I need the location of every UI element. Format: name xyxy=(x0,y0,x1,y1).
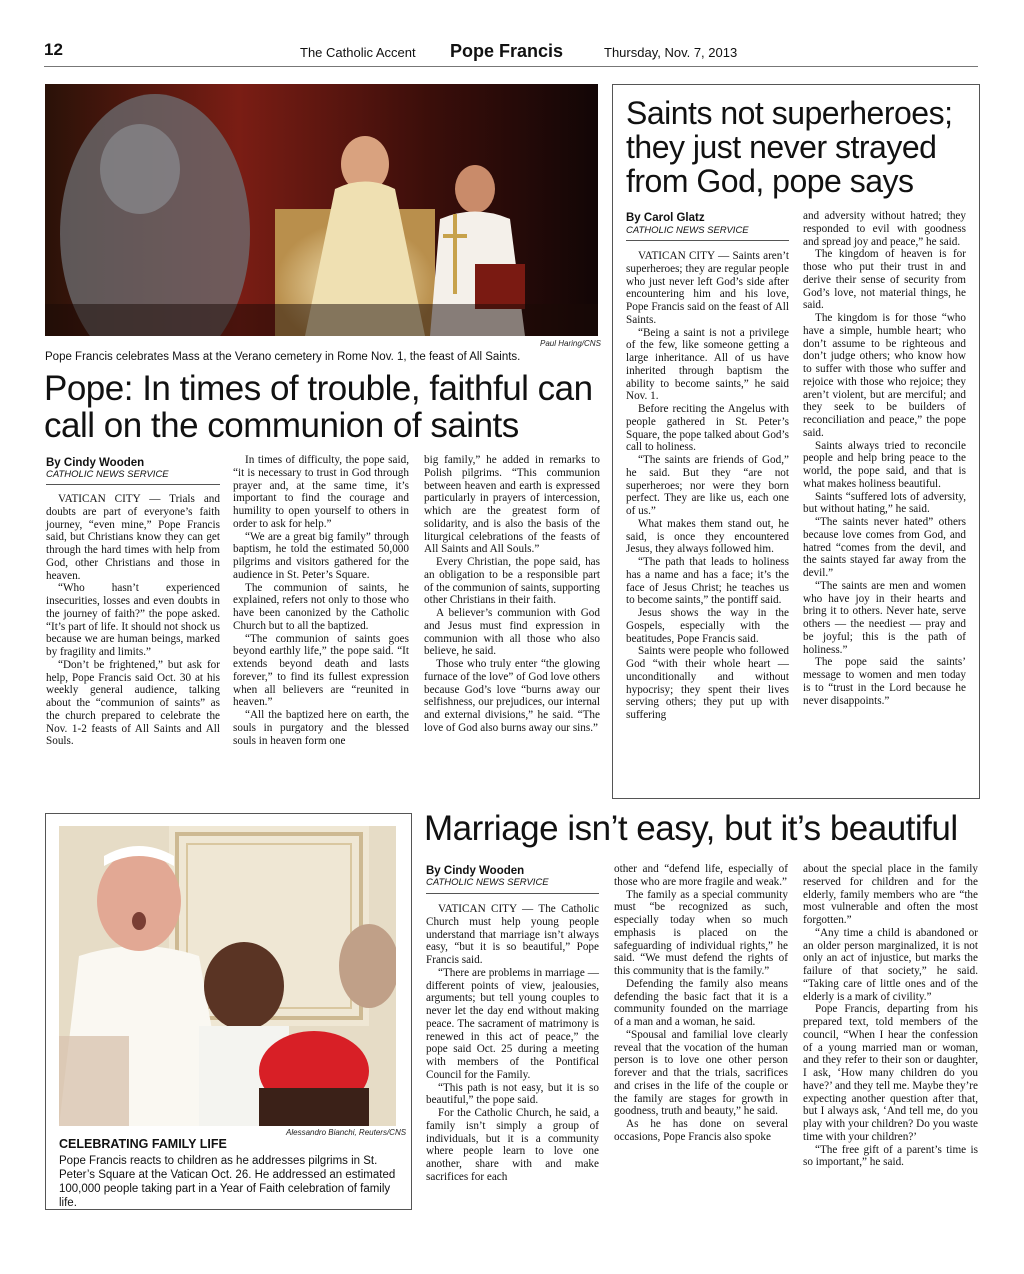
byline: By Carol Glatz xyxy=(626,212,705,224)
article-column xyxy=(424,454,600,735)
paragraph: big family,” he added in remarks to Polish pilgrims. “This communion between heaven and earth is expressed particularly in prayers of intercession, which are the greatest form of solidarity, and is also the basis of the liturgical celebrations of the feasts of All Saints and All Souls.” xyxy=(424,454,600,556)
paragraph: “There are problems in marriage — different points of view, jealousies, arguments; but tell young couples to never let the day end without making peace. The sacrament of matrimony is renewed in this act of peace,” the pope said Oct. 25 during a meeting with members of the Pontifical Council for the Family. xyxy=(426,966,599,1081)
paragraph: “The saints never hated” others because love comes from God, and hatred “comes from the devil, and the saints stayed far away from the devil.” xyxy=(803,516,966,579)
paragraph: about the special place in the family reserved for children and for the elderly, family members who are “the most vulnerable and often the most forgotten.” xyxy=(803,863,978,926)
byline: By Cindy Wooden xyxy=(46,457,145,469)
paragraph: “This path is not easy, but it is so beautiful,” the pope said. xyxy=(426,1081,599,1107)
paragraph: “The free gift of a parent’s time is so important,” he said. xyxy=(803,1143,978,1169)
paragraph: Defending the family also means defending the basic fact that it is a community founded on the marriage of a man and a woman, he said. xyxy=(614,977,788,1028)
paragraph: “The saints are men and women who have joy in their hearts and bring it to others. Never hate, serve others — the neediest — pray and be joyful; this is the path of holiness.” xyxy=(803,579,966,656)
paragraph: Pope Francis, departing from his prepared text, told members of the council, “When I hear the confession of a young married man or woman, and they refer to their son or daughter, I ask, ‘How many children do you have?’ and they tell me. Maybe they’re expecting another question after that, but I always ask, ‘And tell me, do you play with your children? Do you waste time with your children?’ xyxy=(803,1003,978,1143)
page-number: 12 xyxy=(44,40,63,59)
paragraph: The kingdom is for those “who have a simple, humble heart; who don’t assume to be righteous and don’t judge others; who know how to suffer with those who suffer and rejoice with those who rejoice; they aren’t violent, but are merciful; and they seek to be builders of reconciliation and peace,” the pope said. xyxy=(803,312,966,439)
byline-rule xyxy=(426,893,599,894)
photo-credit: Paul Haring/CNS xyxy=(540,339,601,348)
paragraph: “Being a saint is not a privilege of the few, like someone getting a large inheritance. All of us have inherited through baptism the ability to become saints,” he said Nov. 1. xyxy=(626,326,789,403)
issue-date: Thursday, Nov. 7, 2013 xyxy=(604,45,738,60)
paragraph: What makes them stand out, he said, is once they encountered Jesus, they always followed him. xyxy=(626,517,789,556)
paragraph: “Don’t be frightened,” but ask for help, Pope Francis said Oct. 30 at his weekly general audience, talking about the “communion of saints” as the church prepared to celebrate the Nov. 1-2 feasts of All Saints and All Souls. xyxy=(46,658,220,748)
paragraph: The family as a special community must “be recognized as such, especially today when so much emphasis is placed on the safeguarding of individual rights,” he said. “We must defend the rights of this community that is the family.” xyxy=(614,888,788,977)
publication-name: The Catholic Accent xyxy=(300,45,416,60)
photo-caption: Pope Francis celebrates Mass at the Verano cemetery in Rome Nov. 1, the feast of All Saints. xyxy=(45,351,521,363)
article-column xyxy=(803,210,966,707)
paragraph: The kingdom of heaven is for those who put their trust in and derive their sense of security from God’s love, not material things, he said. xyxy=(803,248,966,312)
paragraph: “Spousal and familial love clearly reveal that the vocation of the human person is to love one other person forever and that the trials, sacrifices and crises in the life of the couple or the family are stages for growth in goodness, truth and beauty,” he said. xyxy=(614,1028,788,1118)
paragraph: Saints always tried to reconcile people and help bring peace to the world, the pope said, and that is what makes holiness beautiful. xyxy=(803,439,966,490)
article-column xyxy=(626,250,789,722)
paragraph: “The saints are friends of God,” he said. But they “are not superheroes; nor were they born perfect. They are like us, each one of us.” xyxy=(626,454,789,517)
article-column xyxy=(803,863,978,1169)
byline-rule xyxy=(46,484,220,485)
paragraph: In times of difficulty, the pope said, “it is necessary to trust in God through prayer and, at the same time, it’s important to find the courage and humility to open yourself to others in order to ask for help.” xyxy=(233,454,409,530)
paragraph: VATICAN CITY — The Catholic Church must help young people understand that marriage isn’t always easy, “but it is so beautiful,” Pope Francis said. xyxy=(426,903,599,966)
paragraph: Before reciting the Angelus with people gathered in St. Peter’s Square, the pope talked about God’s call to holiness. xyxy=(626,403,789,454)
paragraph: “The communion of saints goes beyond earthly life,” the pope said. “It extends beyond death and lasts forever,” to find its fullest expression when all believers are “reunited in heaven.” xyxy=(233,632,409,709)
byline: By Cindy Wooden xyxy=(426,865,525,877)
article-column xyxy=(426,903,599,1184)
paragraph: Every Christian, the pope said, has an obligation to be a responsible part of the communion of saints, supporting other Christians in their faith. xyxy=(424,556,600,607)
article-column xyxy=(614,863,788,1144)
paragraph: other and “defend life, especially of those who are more fragile and weak.” xyxy=(614,863,788,888)
paragraph: Saints were people who followed God “with their whole heart — unconditionally and without hypocrisy; they spent their lives serving others; they put up with suffering xyxy=(626,645,789,721)
paragraph: “Who hasn’t experienced insecurities, losses and even doubts in the journey of faith?” the pope asked. “It’s part of life. It should not shock us because we are human beings, marked by fragility and limits.” xyxy=(46,582,220,658)
mass-photo xyxy=(45,84,598,336)
header-rule xyxy=(44,66,978,67)
paragraph: Those who truly enter “the glowing furnace of the love” of God love others because God’s love “burns away our selfishness, our prejudices, our internal and external divisions,” he said. “The love of God also burns away our sins.” xyxy=(424,658,600,734)
paragraph: “All the baptized here on earth, the souls in purgatory and the blessed souls in heaven form one xyxy=(233,709,409,747)
article-column xyxy=(233,454,409,747)
paragraph: The pope said the saints’ message to women and men today is to “trust in the Lord because he never disappoints.” xyxy=(803,656,966,707)
agency: CATHOLIC NEWS SERVICE xyxy=(426,877,549,888)
paragraph: For the Catholic Church, he said, a family isn’t simply a group of individuals, but it is a community where people learn to love one another, share with and make sacrifices for each xyxy=(426,1107,599,1183)
photo-caption: Pope Francis reacts to children as he addresses pilgrims in St. Peter’s Square at the Vatican Oct. 26. He addressed an estimated 100,000 people taking part in a Year of Faith celebration of family life. xyxy=(59,1155,396,1209)
agency: CATHOLIC NEWS SERVICE xyxy=(626,225,749,236)
paragraph: and adversity without hatred; they responded to evil with goodness and spread joy and peace,” he said. xyxy=(803,210,966,248)
paragraph: VATICAN CITY — Saints aren’t superheroes; they are regular people who just never left God’s side after encountering him and his love, Pope Francis said on the feast of All Saints. xyxy=(626,250,789,326)
byline-rule xyxy=(626,240,789,241)
article-headline: Pope: In times of trouble, faithful can call on the communion of saints xyxy=(44,369,593,445)
paragraph: “We are a great big family” through baptism, he told the estimated 50,000 pilgrims and visitors gathered for the audience in St. Peter’s Square. xyxy=(233,530,409,581)
pope-children-photo xyxy=(59,826,396,1126)
agency: CATHOLIC NEWS SERVICE xyxy=(46,469,169,480)
paragraph: VATICAN CITY — Trials and doubts are part of everyone’s faith journey, “even mine,” Pope Francis said, but Christians know they can get through the hard times with help from God, other Christians and those in heaven. xyxy=(46,493,220,582)
caption-title: CELEBRATING FAMILY LIFE xyxy=(59,1137,227,1151)
paragraph: A believer’s communion with God and Jesus must find expression in communion with all those who also believe, he said. xyxy=(424,607,600,658)
paragraph: Saints “suffered lots of adversity, but without hating,” he said. xyxy=(803,490,966,516)
section-title: Pope Francis xyxy=(450,41,564,61)
paragraph: “Any time a child is abandoned or an older person marginalized, it is not only an act of injustice, but marks the failure of that society,” he said. “Taking care of little ones and of the elderly is a mark of civility.” xyxy=(803,926,978,1003)
article-headline: Marriage isn’t easy, but it’s beautiful xyxy=(424,809,958,848)
paragraph: The communion of saints, he explained, refers not only to those who have been canonized by the Catholic Church but to all the baptized. xyxy=(233,581,409,632)
paragraph: As he has done on several occasions, Pope Francis also spoke xyxy=(614,1118,788,1143)
article-headline: Saints not superheroes; they just never strayed from God, pope says xyxy=(626,95,953,199)
article-column xyxy=(46,493,220,748)
paragraph: “The path that leads to holiness has a name and has a face; it’s the face of Jesus Christ; he teaches us to become saints,” the pontiff said. xyxy=(626,556,789,607)
photo-credit: Alessandro Bianchi, Reuters/CNS xyxy=(286,1128,407,1137)
paragraph: Jesus shows the way in the Gospels, especially with the beatitudes, Pope Francis said. xyxy=(626,607,789,645)
